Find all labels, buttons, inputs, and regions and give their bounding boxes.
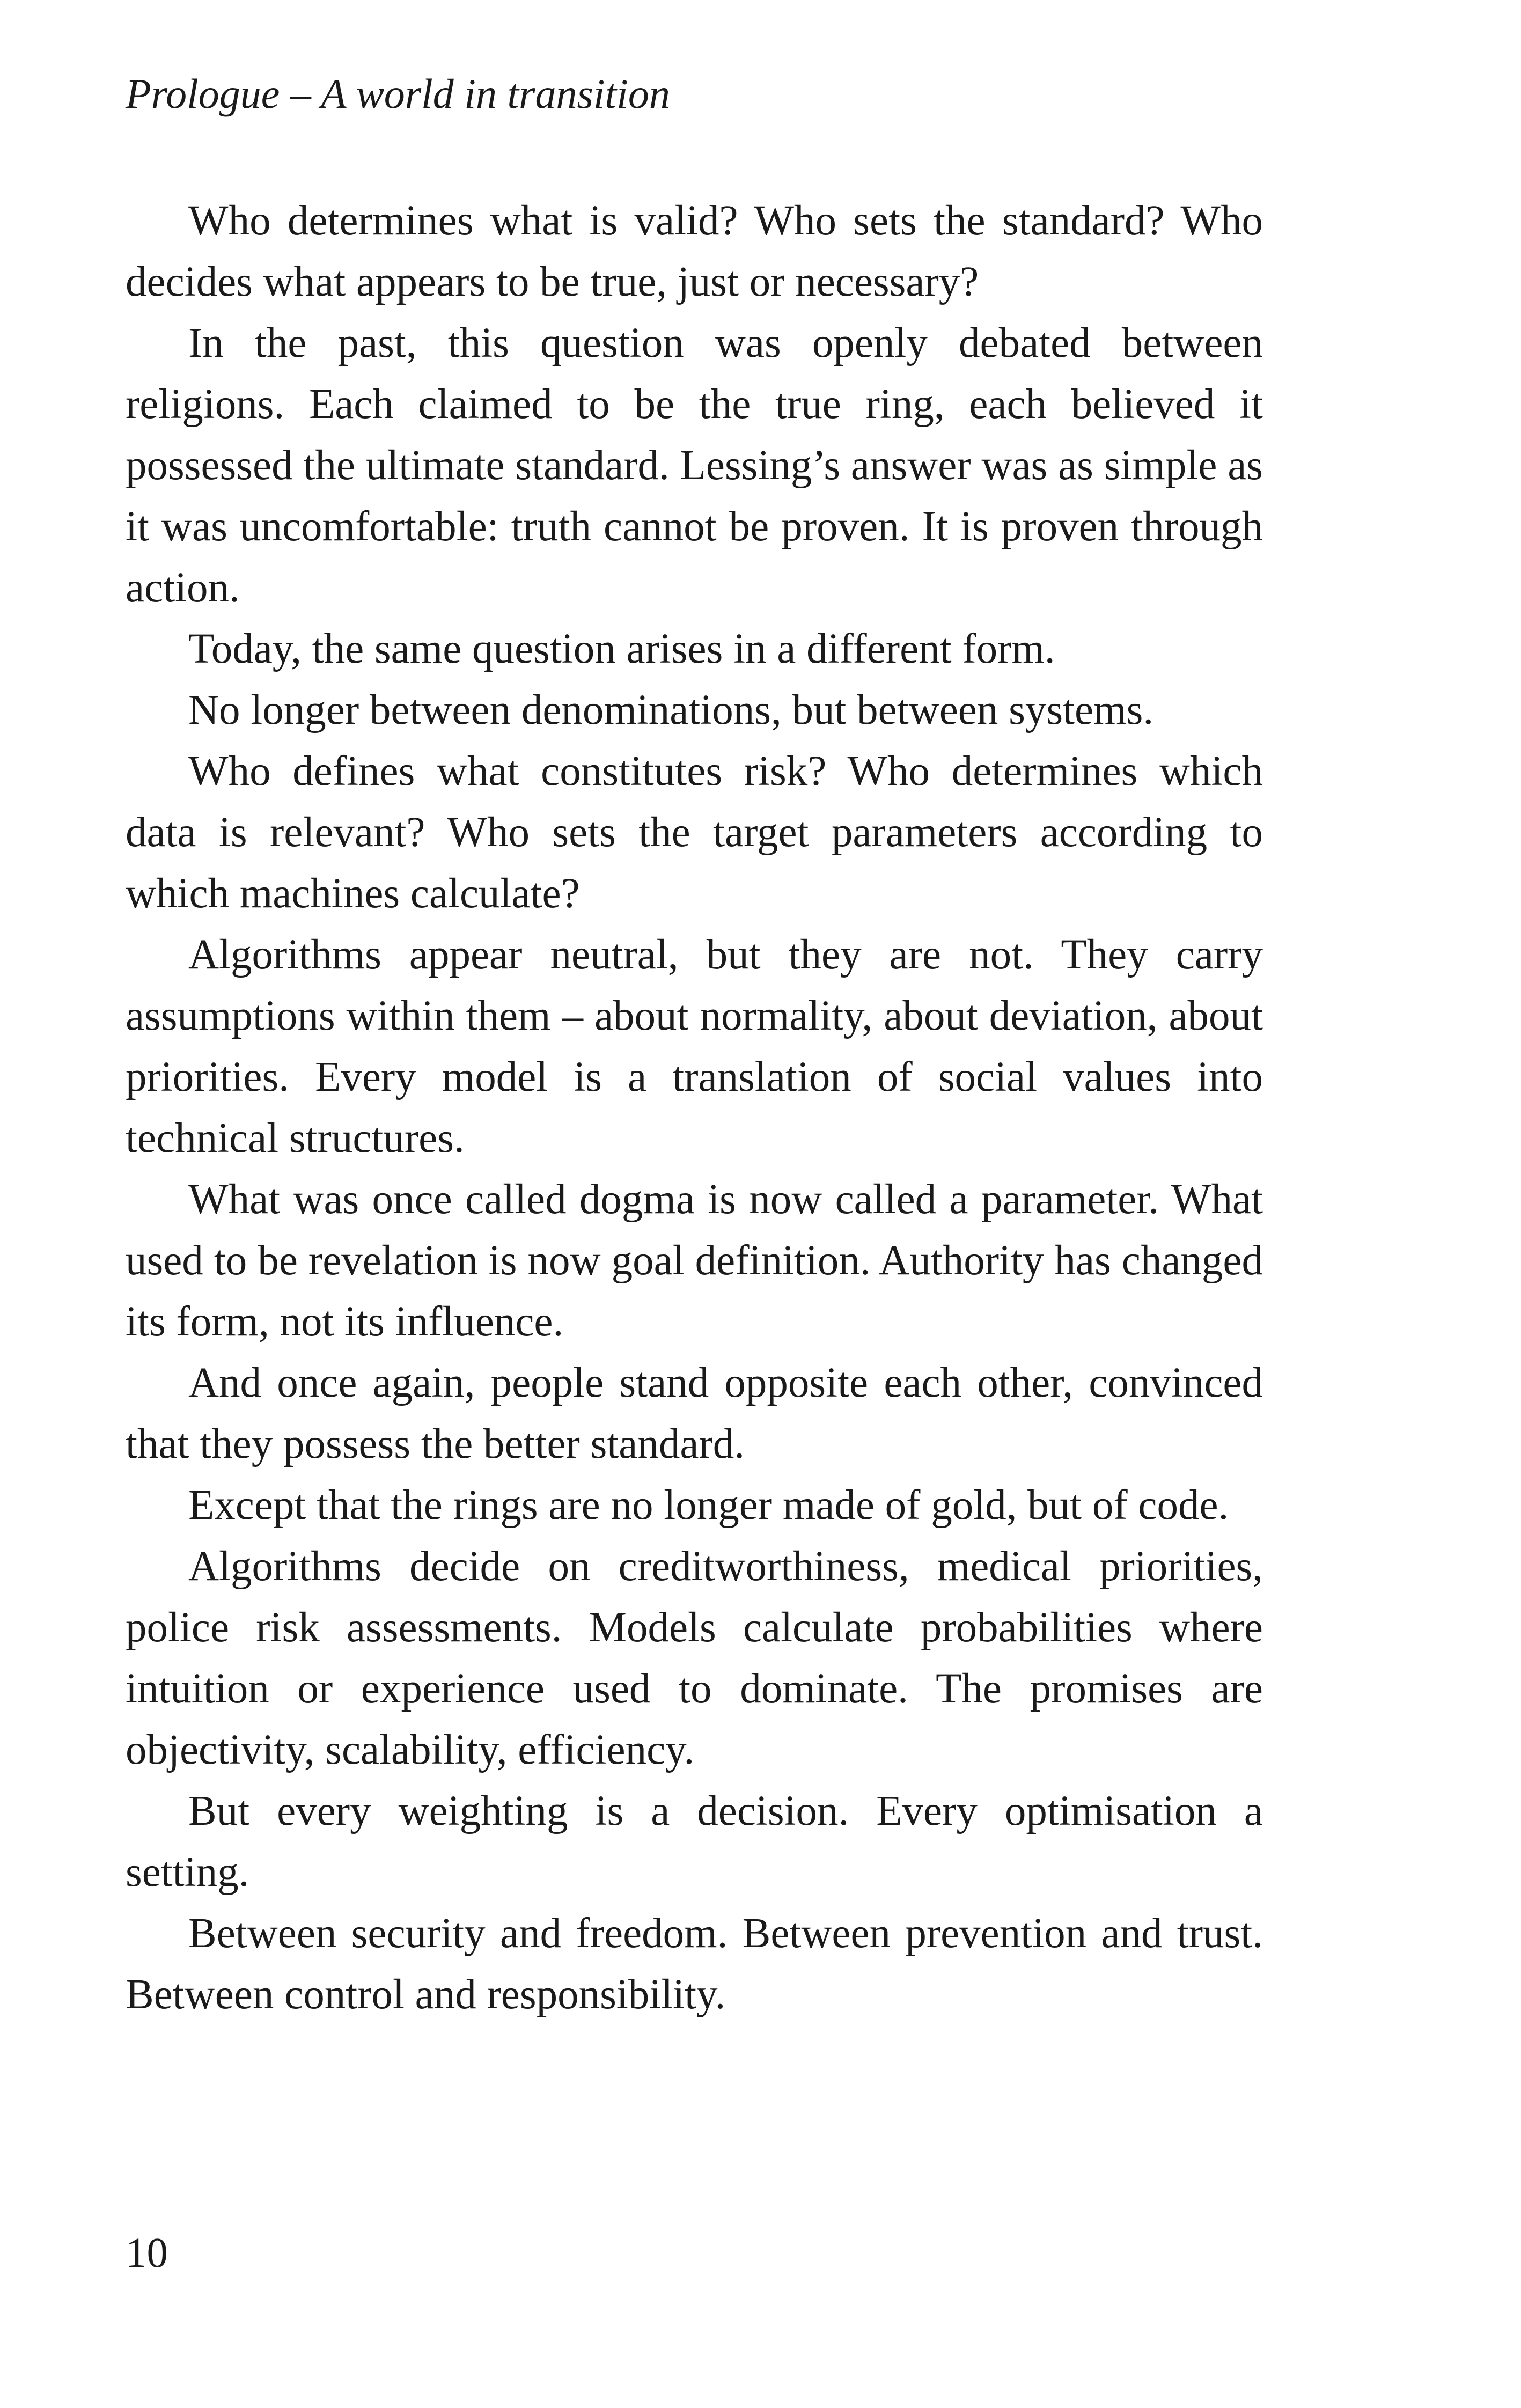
paragraph: And once again, people stand opposite each other, convinced that they possess the better standard. xyxy=(126,1360,1263,1467)
running-head: Prologue – A world in transition xyxy=(126,70,670,117)
paragraph: What was once called dogma is now called a parameter. What used to be revelation is now goal definition. Authority has changed its form, not its influence. xyxy=(126,1176,1263,1345)
paragraph: In the past, this question was openly debated between religions. Each claimed to be the true ring, each believed it possessed the ultimate standard. Lessing’s answer was as simple as it was uncomfortable: truth cannot be proven. It is proven through action. xyxy=(126,320,1263,611)
paragraph: Who defines what constitutes risk? Who determines which data is relevant? Who sets the target parameters according to which machines calculate? xyxy=(126,748,1263,917)
body-text xyxy=(126,190,1263,2025)
paragraph: Algorithms decide on creditworthiness, medical priorities, police risk assessments. Models calculate probabilities where intuition or experience used to dominate. The promises are objectivity, scalability, efficiency. xyxy=(126,1543,1263,1773)
paragraph: Who determines what is valid? Who sets the standard? Who decides what appears to be true, just or necessary? xyxy=(126,197,1263,305)
paragraph: Algorithms appear neutral, but they are not. They carry assumptions within them – about normality, about deviation, about priorities. Every model is a translation of social values into technical structures. xyxy=(126,931,1263,1162)
paragraph: No longer between denominations, but between systems. xyxy=(188,687,1154,733)
paragraph: But every weighting is a decision. Every optimisation a setting. xyxy=(126,1788,1263,1896)
paragraph: Between security and freedom. Between prevention and trust. Between control and responsibility. xyxy=(126,1910,1263,2018)
paragraph: Except that the rings are no longer made of gold, but of code. xyxy=(188,1482,1229,1529)
page-number: 10 xyxy=(126,2230,168,2277)
paragraph: Today, the same question arises in a different form. xyxy=(188,626,1055,672)
